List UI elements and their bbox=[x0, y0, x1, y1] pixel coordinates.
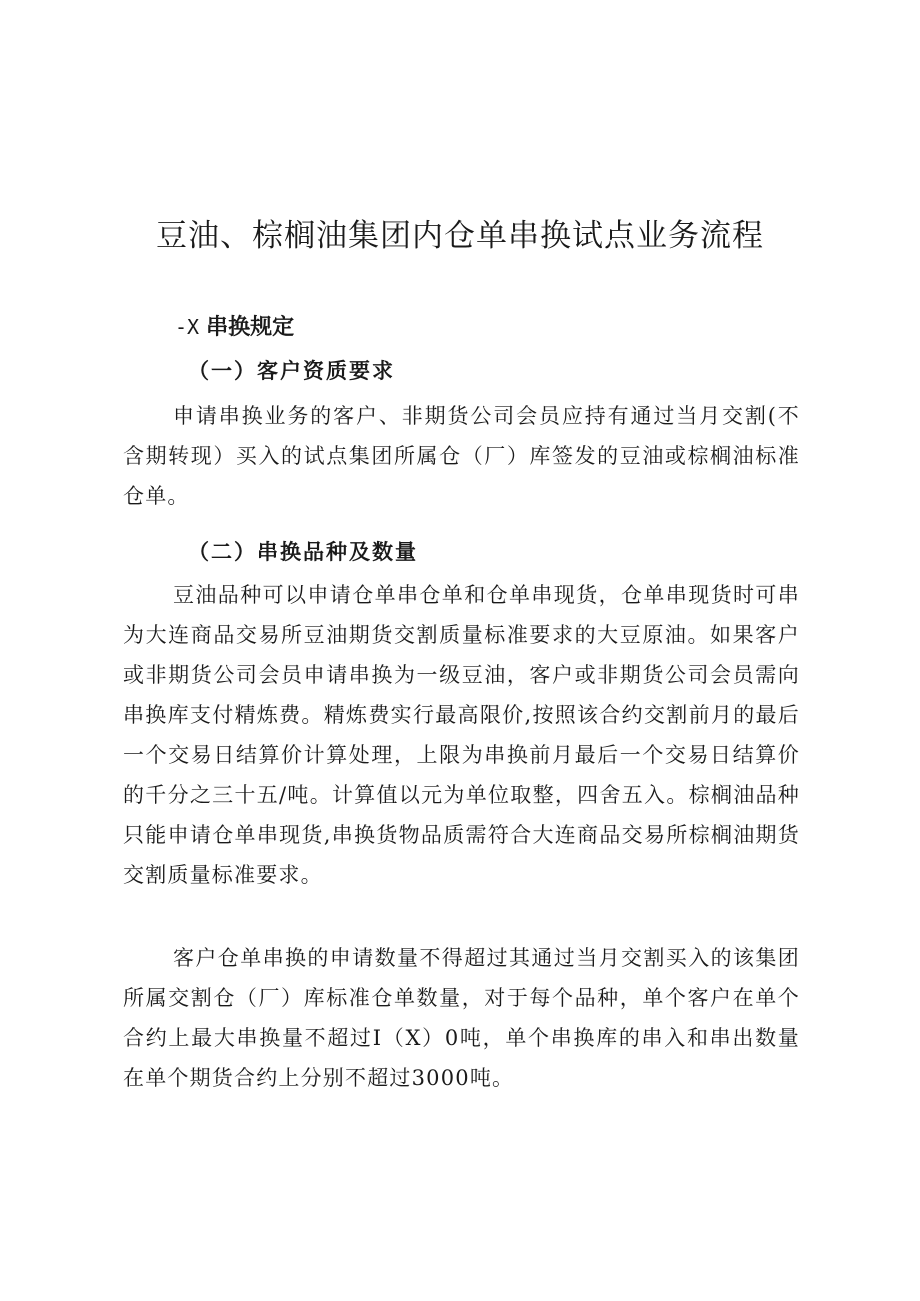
section-number: -X bbox=[175, 315, 200, 339]
paragraph-quantity: 客户仓单串换的申请数量不得超过其通过当月交割买入的该集团所属交割仓（厂）库标准仓单数量，对于每个品种，单个客户在单个合约上最大串换量不超过I（X）0吨，单个串换库的串入和串出数量在单个期货合约上分别不超过3000吨。 bbox=[123, 946, 800, 1090]
paragraph-qualification: 申请串换业务的客户、非期货公司会员应持有通过当月交割(不含期转现）买入的试点集团所属仓（厂）库签发的豆油或棕榈油标准仓单。 bbox=[123, 404, 800, 508]
subsection-heading-varieties: （二）串换品种及数量 bbox=[188, 539, 418, 564]
subsection-heading-qualification: （一）客户资质要求 bbox=[188, 358, 395, 383]
page-title: 豆油、棕榈油集团内仓单串换试点业务流程 bbox=[156, 218, 764, 254]
section-heading bbox=[175, 310, 294, 345]
paragraph-varieties: 豆油品种可以申请仓单串仓单和仓单串现货，仓单串现货时可串为大连商品交易所豆油期货交割质量标准要求的大豆原油。如果客户或非期货公司会员申请串换为一级豆油，客户或非期货公司会员需向串换库支付精炼费。精炼费实行最高限价,按照该合约交割前月的最后一个交易日结算价计算处理，上限为串换前月最后一个交易日结算价的千分之三十五/吨。计算值以元为单位取整，四舍五入。棕榈油品种只能申请仓单串现货,串换货物品质需符合大连商品交易所棕榈油期货交割质量标准要求。 bbox=[123, 583, 800, 887]
section-title: 串换规定 bbox=[206, 315, 295, 340]
